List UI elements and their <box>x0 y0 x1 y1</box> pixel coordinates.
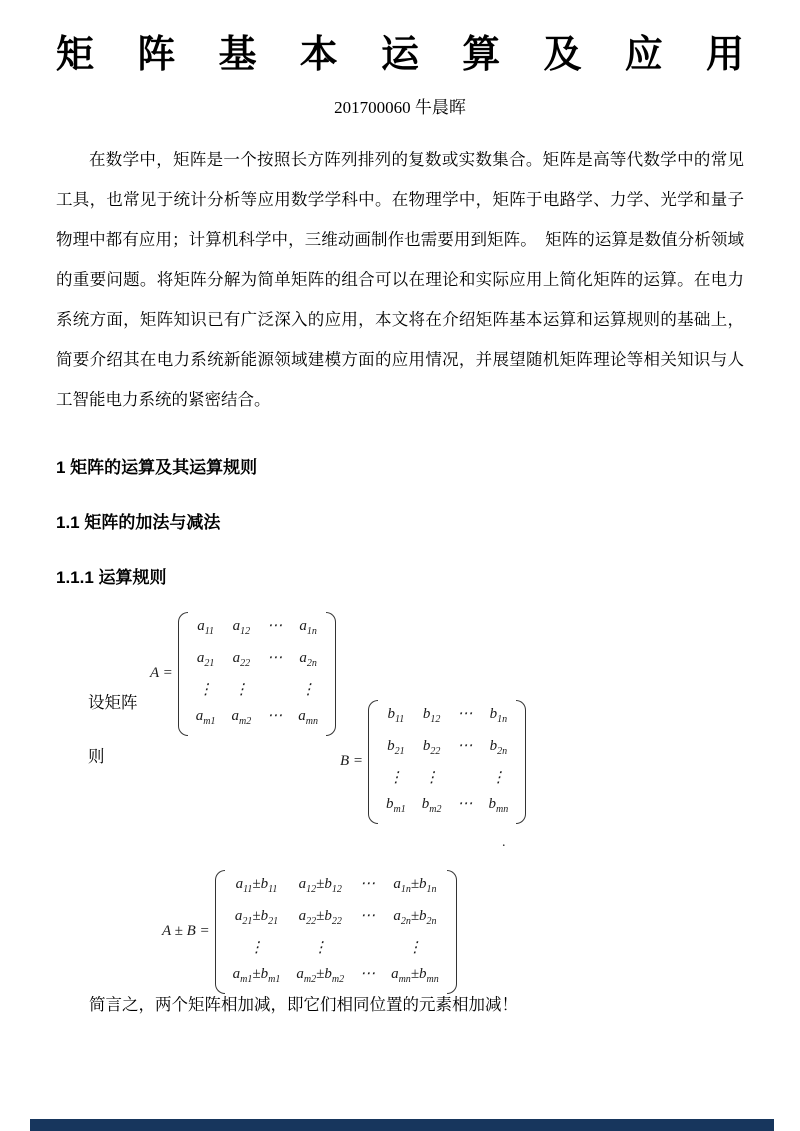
section-heading-1: 1 矩阵的运算及其运算规则 <box>56 457 258 477</box>
matrix-cell: $b_{21}$ <box>387 737 405 757</box>
matrix-cell: ⋯ <box>360 875 376 892</box>
document-title: 矩 阵 基 本 运 算 及 应 用 <box>56 34 744 76</box>
matrix-a-equation <box>150 612 336 736</box>
matrix-cell: ⋯ <box>267 707 283 724</box>
matrix-cell: $a_{mn}\pm b_{mn}$ <box>391 965 439 985</box>
equation-area <box>0 590 800 987</box>
matrix-cell: $a_{m2}\pm b_{m2}$ <box>296 965 345 985</box>
right-paren <box>516 700 526 824</box>
matrix-cell: ⋯ <box>457 705 473 722</box>
matrix-cell: $b_{mn}$ <box>488 795 509 815</box>
matrix-cell: $b_{1n}$ <box>489 705 508 725</box>
matrix-cell: $a_{22}\pm b_{22}$ <box>298 907 342 927</box>
matrix-b-equation <box>340 700 526 824</box>
matrix-cell: $b_{m1}$ <box>386 795 406 815</box>
matrix-cell: $b_{2n}$ <box>489 737 508 757</box>
matrix-cell: $b_{12}$ <box>422 705 441 725</box>
matrix-cell: ⋮ <box>312 939 328 956</box>
matrix-cell: ⋮ <box>388 769 404 786</box>
left-paren <box>368 700 378 824</box>
matrix-cell <box>458 769 473 787</box>
matrix-cell: $a_{12}$ <box>232 617 251 637</box>
subsubsection-heading-1-1-1: 1.1.1 运算规则 <box>56 567 167 587</box>
right-paren <box>326 612 336 736</box>
right-paren <box>447 870 457 994</box>
left-paren <box>215 870 225 994</box>
matrix-cell: $a_{m2}$ <box>231 707 252 727</box>
matrix-cell: ⋯ <box>457 737 473 754</box>
matrix-cell: $a_{21}\pm b_{21}$ <box>234 907 279 927</box>
matrix-cell: $a_{2n}\pm b_{2n}$ <box>393 907 437 927</box>
matrix-cell: $a_{1n}$ <box>299 617 317 637</box>
summary-sentence: 简言之，两个矩阵相加减，即它们相同位置的元素相加减！ <box>89 994 518 1014</box>
matrix-grid <box>231 870 441 994</box>
matrix-cell: $a_{m1}\pm b_{m1}$ <box>232 965 281 985</box>
matrix-sum-equation <box>162 870 457 994</box>
matrix-cell: $a_{22}$ <box>232 649 251 669</box>
then-label: 则 <box>88 746 105 766</box>
subsection-heading-1-1: 1.1 矩阵的加法与减法 <box>56 512 221 532</box>
matrix-cell: ⋯ <box>360 907 376 924</box>
matrix-cell: ⋮ <box>198 681 214 698</box>
matrix-cell <box>360 939 375 957</box>
matrix-cell: ⋯ <box>360 965 376 982</box>
matrix-cell: $b_{m2}$ <box>421 795 442 815</box>
matrix-cell: ⋯ <box>457 795 473 812</box>
left-paren <box>178 612 188 736</box>
matrix-cell: $a_{2n}$ <box>299 649 317 669</box>
matrix-cell: $a_{21}$ <box>196 649 215 669</box>
matrix-label: B = <box>340 753 364 770</box>
matrix-cell: ⋮ <box>490 769 506 786</box>
matrix-cell: $b_{22}$ <box>422 737 441 757</box>
matrix-cell: $a_{11}\pm b_{11}$ <box>235 875 278 895</box>
stray-period: . <box>502 834 506 850</box>
matrix-grid <box>194 612 320 736</box>
matrix-grid <box>384 700 510 824</box>
matrix-cell: $a_{12}\pm b_{12}$ <box>298 875 342 895</box>
matrix-cell: ⋮ <box>424 769 440 786</box>
matrix-cell: $a_{mn}$ <box>298 707 318 727</box>
matrix-cell <box>267 681 282 699</box>
matrix-cell: $a_{m1}$ <box>195 707 216 727</box>
matrix-cell: ⋯ <box>267 649 283 666</box>
matrix-cell: ⋮ <box>407 939 423 956</box>
matrix-cell: ⋯ <box>267 617 283 634</box>
matrix-cell: ⋮ <box>300 681 316 698</box>
intro-paragraph: 在数学中，矩阵是一个按照长方阵列排列的复数或实数集合。矩阵是高等代数学中的常见工具，也常见于统计分析等应用数学学科中。在物理学中，矩阵于电路学、力学、光学和量子物理中都有应用；计算机科学中，三维动画制作也需要用到矩阵。 矩阵的运算是数值分析领域的重要问题。将矩阵分解为简单矩阵的组合可以在理论和实际应用上简化矩阵的运算。在电力系统方面，矩阵知识已有广泛深入的应用，本文将在介绍矩阵基本运算和运算规则的基础上，简要介绍其在电力系统新能源领域建模方面的应用情况，并展望随机矩阵理论等相关知识与人工智能电力系统的紧密结合。 <box>56 149 744 409</box>
matrix-label: A ± B = <box>162 923 210 940</box>
matrix-label: A = <box>150 665 173 682</box>
matrix-cell: ⋮ <box>233 681 249 698</box>
matrix-cell: $a_{1n}\pm b_{1n}$ <box>393 875 437 895</box>
matrix-cell: ⋮ <box>249 939 265 956</box>
author-line: 201700060 牛晨晖 <box>334 97 466 117</box>
matrix-cell: $a_{11}$ <box>197 617 215 637</box>
matrix-intro-label: 设矩阵 <box>88 692 138 712</box>
footer-bar <box>30 1119 774 1131</box>
matrix-cell: $b_{11}$ <box>387 705 405 725</box>
